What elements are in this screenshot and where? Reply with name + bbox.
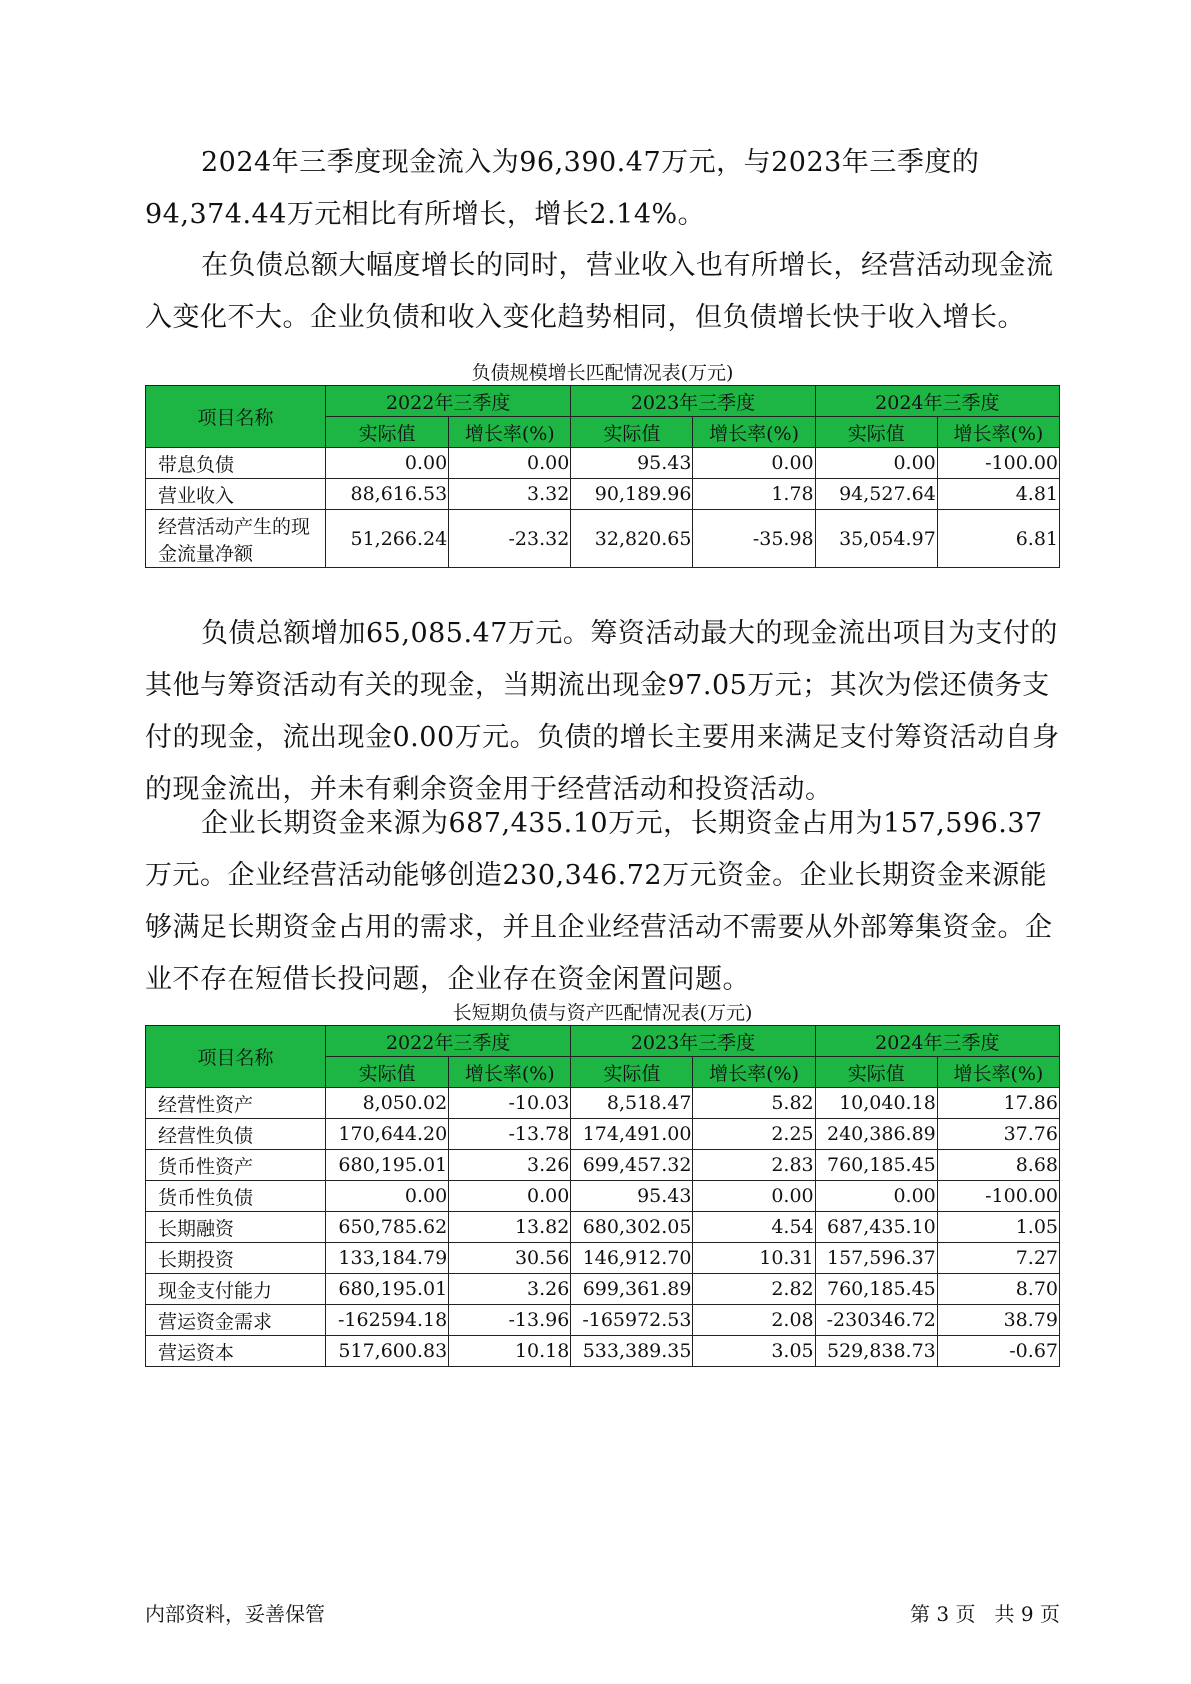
cell-actual-value: 650,785.62 <box>325 1212 448 1243</box>
row-item-name: 营业收入 <box>146 479 326 510</box>
cell-actual-value: 133,184.79 <box>325 1243 448 1274</box>
cell-growth-rate: 3.26 <box>449 1150 571 1181</box>
cell-actual-value: 8,050.02 <box>325 1088 448 1119</box>
row-item-name: 货币性负债 <box>146 1181 326 1212</box>
header-growth: 增长率(%) <box>693 1057 815 1088</box>
cell-growth-rate: 0.00 <box>449 1181 571 1212</box>
cell-growth-rate: 8.70 <box>937 1274 1059 1305</box>
table-row <box>146 1088 1060 1119</box>
header-actual: 实际值 <box>815 1057 937 1088</box>
cell-actual-value: 10,040.18 <box>815 1088 937 1119</box>
table-row <box>146 1243 1060 1274</box>
table-row <box>146 1150 1060 1181</box>
cell-actual-value: 88,616.53 <box>325 479 448 510</box>
cell-actual-value: -230346.72 <box>815 1305 937 1336</box>
row-item-name: 长期融资 <box>146 1212 326 1243</box>
cell-growth-rate: 37.76 <box>937 1119 1059 1150</box>
header-period-2022: 2022年三季度 <box>325 386 570 417</box>
cell-growth-rate: 3.26 <box>449 1274 571 1305</box>
cell-actual-value: 170,644.20 <box>325 1119 448 1150</box>
cell-actual-value: 32,820.65 <box>571 510 693 568</box>
cell-growth-rate: 30.56 <box>449 1243 571 1274</box>
header-period-2022: 2022年三季度 <box>325 1026 570 1057</box>
cell-growth-rate: -10.03 <box>449 1088 571 1119</box>
cell-actual-value: 529,838.73 <box>815 1336 937 1367</box>
cell-growth-rate: 0.00 <box>693 1181 815 1212</box>
table-row <box>146 1305 1060 1336</box>
row-item-name: 营运资本 <box>146 1336 326 1367</box>
header-period-2023: 2023年三季度 <box>571 1026 815 1057</box>
cell-actual-value: 699,457.32 <box>571 1150 693 1181</box>
cell-actual-value: 8,518.47 <box>571 1088 693 1119</box>
header-actual: 实际值 <box>815 417 937 448</box>
cell-actual-value: 680,195.01 <box>325 1150 448 1181</box>
header-actual: 实际值 <box>325 417 448 448</box>
cell-actual-value: 51,266.24 <box>325 510 448 568</box>
cell-growth-rate: 3.05 <box>693 1336 815 1367</box>
row-item-name: 长期投资 <box>146 1243 326 1274</box>
cell-growth-rate: 7.27 <box>937 1243 1059 1274</box>
row-item-name: 营运资金需求 <box>146 1305 326 1336</box>
header-growth: 增长率(%) <box>937 1057 1059 1088</box>
cell-actual-value: 95.43 <box>571 1181 693 1212</box>
row-item-name: 货币性资产 <box>146 1150 326 1181</box>
cell-growth-rate: 38.79 <box>937 1305 1059 1336</box>
cell-actual-value: 35,054.97 <box>815 510 937 568</box>
cell-growth-rate: 0.00 <box>693 448 815 479</box>
cell-growth-rate: 2.08 <box>693 1305 815 1336</box>
cell-actual-value: 0.00 <box>325 448 448 479</box>
cell-actual-value: 517,600.83 <box>325 1336 448 1367</box>
paragraph-cash-inflow: 2024年三季度现金流入为96,390.47万元，与2023年三季度的94,374.44万元相比有所增长，增长2.14%。 <box>145 147 980 230</box>
row-item-name: 经营性负债 <box>146 1119 326 1150</box>
cell-actual-value: 680,302.05 <box>571 1212 693 1243</box>
cell-growth-rate: 10.18 <box>449 1336 571 1367</box>
row-item-name: 现金支付能力 <box>146 1274 326 1305</box>
header-period-2023: 2023年三季度 <box>571 386 815 417</box>
header-actual: 实际值 <box>571 1057 693 1088</box>
cell-actual-value: 94,527.64 <box>815 479 937 510</box>
footer-page-number: 第 3 页 共 9 页 <box>910 1602 1060 1626</box>
cell-actual-value: 699,361.89 <box>571 1274 693 1305</box>
table-row <box>146 1119 1060 1150</box>
table-row <box>146 479 1060 510</box>
cell-actual-value: 240,386.89 <box>815 1119 937 1150</box>
cell-actual-value: 0.00 <box>815 448 937 479</box>
debt-growth-table <box>145 385 1060 568</box>
header-actual: 实际值 <box>325 1057 448 1088</box>
header-item-name: 项目名称 <box>146 1026 326 1088</box>
paragraph-debt-revenue: 在负债总额大幅度增长的同时，营业收入也有所增长，经营活动现金流入变化不大。企业负债和收入变化趋势相同，但负债增长快于收入增长。 <box>145 250 1054 333</box>
header-growth: 增长率(%) <box>693 417 815 448</box>
table1-caption: 负债规模增长匹配情况表(万元) <box>471 362 734 384</box>
cell-actual-value: 174,491.00 <box>571 1119 693 1150</box>
cell-growth-rate: 10.31 <box>693 1243 815 1274</box>
cell-growth-rate: 6.81 <box>937 510 1059 568</box>
table-row <box>146 510 1060 568</box>
long-short-match-table <box>145 1025 1060 1367</box>
cell-actual-value: 0.00 <box>815 1181 937 1212</box>
cell-growth-rate: 4.54 <box>693 1212 815 1243</box>
cell-growth-rate: -100.00 <box>937 448 1059 479</box>
cell-growth-rate: 1.05 <box>937 1212 1059 1243</box>
footer-confidential-note: 内部资料，妥善保管 <box>145 1602 325 1626</box>
cell-actual-value: -162594.18 <box>325 1305 448 1336</box>
cell-actual-value: 146,912.70 <box>571 1243 693 1274</box>
table-row <box>146 1336 1060 1367</box>
cell-actual-value: 157,596.37 <box>815 1243 937 1274</box>
row-item-name: 带息负债 <box>146 448 326 479</box>
cell-growth-rate: -0.67 <box>937 1336 1059 1367</box>
table-row <box>146 448 1060 479</box>
header-period-2024: 2024年三季度 <box>815 386 1059 417</box>
cell-actual-value: 760,185.45 <box>815 1150 937 1181</box>
table-row <box>146 1212 1060 1243</box>
header-growth: 增长率(%) <box>449 1057 571 1088</box>
cell-growth-rate: 0.00 <box>449 448 571 479</box>
cell-actual-value: 680,195.01 <box>325 1274 448 1305</box>
paragraph-debt-increase: 负债总额增加65,085.47万元。筹资活动最大的现金流出项目为支付的其他与筹资活动有关的现金，当期流出现金97.05万元；其次为偿还债务支付的现金，流出现金0.00万元。负债的增长主要用来满足支付筹资活动自身的现金流出，并未有剩余资金用于经营活动和投资活动。 <box>145 618 1060 805</box>
cell-growth-rate: -13.78 <box>449 1119 571 1150</box>
cell-growth-rate: 3.32 <box>449 479 571 510</box>
cell-growth-rate: 2.82 <box>693 1274 815 1305</box>
cell-growth-rate: 13.82 <box>449 1212 571 1243</box>
cell-growth-rate: 2.83 <box>693 1150 815 1181</box>
cell-growth-rate: -13.96 <box>449 1305 571 1336</box>
cell-growth-rate: 8.68 <box>937 1150 1059 1181</box>
header-actual: 实际值 <box>571 417 693 448</box>
cell-growth-rate: 17.86 <box>937 1088 1059 1119</box>
cell-actual-value: 760,185.45 <box>815 1274 937 1305</box>
row-item-name: 经营性资产 <box>146 1088 326 1119</box>
header-period-2024: 2024年三季度 <box>815 1026 1059 1057</box>
table-row <box>146 1274 1060 1305</box>
cell-growth-rate: -35.98 <box>693 510 815 568</box>
table-row <box>146 1181 1060 1212</box>
cell-actual-value: 95.43 <box>571 448 693 479</box>
header-growth: 增长率(%) <box>937 417 1059 448</box>
cell-actual-value: 533,389.35 <box>571 1336 693 1367</box>
row-item-name: 经营活动产生的现金流量净额 <box>146 510 326 568</box>
header-growth: 增长率(%) <box>449 417 571 448</box>
header-item-name: 项目名称 <box>146 386 326 448</box>
cell-growth-rate: 4.81 <box>937 479 1059 510</box>
cell-actual-value: -165972.53 <box>571 1305 693 1336</box>
cell-actual-value: 687,435.10 <box>815 1212 937 1243</box>
cell-growth-rate: 2.25 <box>693 1119 815 1150</box>
cell-actual-value: 0.00 <box>325 1181 448 1212</box>
cell-growth-rate: -100.00 <box>937 1181 1059 1212</box>
cell-growth-rate: 5.82 <box>693 1088 815 1119</box>
cell-actual-value: 90,189.96 <box>571 479 693 510</box>
table2-caption: 长短期负债与资产匹配情况表(万元) <box>452 1002 753 1024</box>
cell-growth-rate: 1.78 <box>693 479 815 510</box>
paragraph-long-term-funds: 企业长期资金来源为687,435.10万元，长期资金占用为157,596.37万元。企业经营活动能够创造230,346.72万元资金。企业长期资金来源能够满足长期资金占用的需求，并且企业经营活动不需要从外部筹集资金。企业不存在短借长投问题，企业存在资金闲置问题。 <box>145 808 1053 995</box>
cell-growth-rate: -23.32 <box>449 510 571 568</box>
